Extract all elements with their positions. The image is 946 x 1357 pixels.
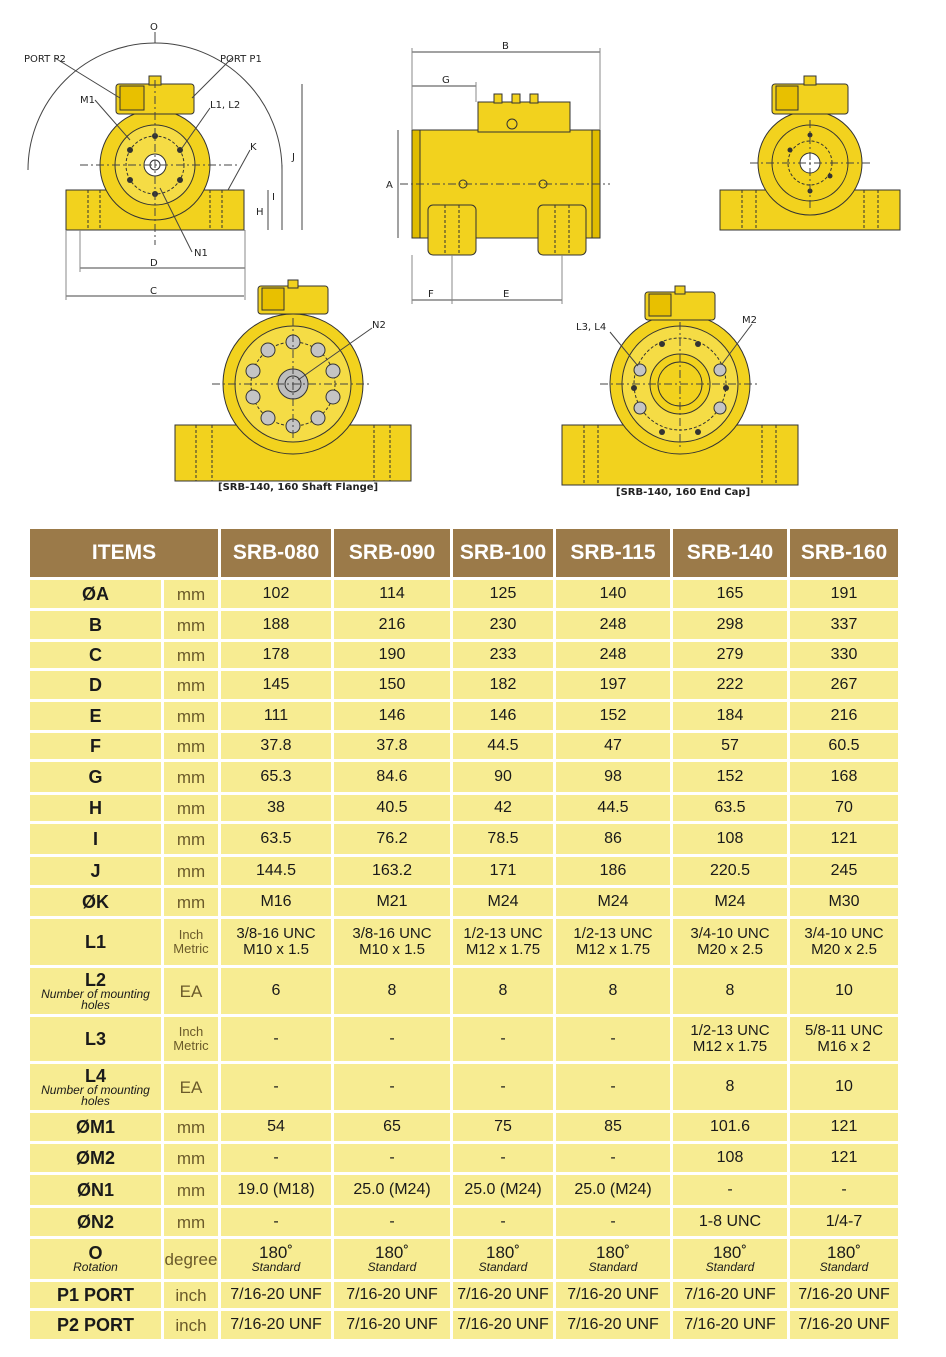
value-cell [453,1239,553,1279]
value-cell: 63.5 [673,795,787,821]
value-cell: 184 [673,702,787,730]
value-cell: 171 [453,857,553,885]
unit-cell: mm [164,733,218,759]
value-cell: 98 [556,762,670,792]
unit-cell: mm [164,824,218,854]
table-row [30,888,898,916]
item-label: ØN2 [76,1212,114,1232]
table-row [30,611,898,639]
value-cell: 245 [790,857,898,885]
value-cell: - [453,1064,553,1110]
value-cell [334,1239,450,1279]
value-line: Standard [819,1259,869,1274]
value-cell: 267 [790,671,898,699]
value-line: 180˚ [374,1242,410,1262]
value-cell [790,1239,898,1279]
value-line: 180˚ [485,1242,521,1262]
value-cell: 101.6 [673,1113,787,1141]
value-line: 1/2-13 UNC [690,1022,770,1040]
value-line: 180˚ [258,1242,294,1262]
front-view-dimensioned [24,22,302,300]
value-cell [221,1239,331,1279]
value-line: 3/4-10 UNC [804,925,884,943]
value-cell [790,1017,898,1061]
value-cell [556,919,670,965]
table-row [30,1144,898,1172]
value-cell: 7/16-20 UNF [453,1282,553,1308]
value-cell: 65.3 [221,762,331,792]
value-cell: 8 [673,968,787,1014]
table-row [30,733,898,759]
value-cell: 102 [221,580,331,608]
item-cell [30,824,161,854]
item-cell [30,1144,161,1172]
shaft-flange-view [175,280,411,481]
value-cell [334,919,450,965]
value-line: 1/2-13 UNC [463,925,543,943]
value-line: M12 x 1.75 [692,1038,768,1055]
value-line: 3/4-10 UNC [690,925,770,943]
model-header: SRB-100 [453,529,553,577]
item-cell [30,795,161,821]
value-cell: 37.8 [221,733,331,759]
item-cell [30,762,161,792]
table-row [30,702,898,730]
value-cell: 78.5 [453,824,553,854]
unit-cell: mm [164,888,218,916]
item-cell [30,1239,161,1279]
table-row [30,642,898,668]
value-cell: 146 [334,702,450,730]
item-label: H [89,798,102,818]
value-cell: - [334,1208,450,1236]
value-cell: 19.0 (M18) [221,1175,331,1205]
table-row [30,1311,898,1339]
item-cell [30,919,161,965]
value-cell: - [334,1017,450,1061]
value-cell: 298 [673,611,787,639]
value-cell: 108 [673,1144,787,1172]
table-row [30,580,898,608]
value-cell: 60.5 [790,733,898,759]
item-cell [30,702,161,730]
value-cell: 86 [556,824,670,854]
label-o: O [150,22,158,33]
value-cell: 7/16-20 UNF [334,1311,450,1339]
table-body [30,580,898,1339]
item-cell [30,611,161,639]
value-cell: 182 [453,671,553,699]
item-cell [30,1113,161,1141]
value-cell: 7/16-20 UNF [556,1282,670,1308]
label-l1-l2: L1, L2 [210,100,241,111]
items-header: ITEMS [30,529,218,577]
item-cell [30,888,161,916]
value-cell: M16 [221,888,331,916]
model-header: SRB-080 [221,529,331,577]
label-g: G [442,75,450,86]
unit-cell: mm [164,1175,218,1205]
value-cell: 1/4-7 [790,1208,898,1236]
item-label: ØM2 [75,1148,115,1168]
item-cell [30,642,161,668]
table-row [30,1282,898,1308]
label-m1: M1 [80,95,95,106]
value-line: 3/8-16 UNC [236,925,316,943]
item-cell [30,1017,161,1061]
value-cell: 191 [790,580,898,608]
caption-end-cap: [SRB-140, 160 End Cap] [616,487,751,498]
value-cell: 330 [790,642,898,668]
value-cell: 178 [221,642,331,668]
value-line: Standard [705,1259,755,1274]
unit-cell: mm [164,1113,218,1141]
value-line: 180˚ [712,1242,748,1262]
model-header: SRB-115 [556,529,670,577]
value-cell: 37.8 [334,733,450,759]
item-label: O [88,1243,103,1264]
item-cell [30,1282,161,1308]
label-k: K [250,142,257,153]
value-cell: 44.5 [453,733,553,759]
value-cell: 57 [673,733,787,759]
value-line: M12 x 1.75 [465,941,541,958]
item-label: C [89,645,102,665]
unit-label: Metric [173,941,209,956]
value-cell: M24 [453,888,553,916]
value-line: M12 x 1.75 [575,941,651,958]
item-label: L3 [84,1029,106,1049]
unit-cell: inch [164,1282,218,1308]
value-cell: 8 [673,1064,787,1110]
value-line: 1/2-13 UNC [573,925,653,943]
model-header: SRB-140 [673,529,787,577]
value-cell: 144.5 [221,857,331,885]
value-cell: 6 [221,968,331,1014]
value-cell [673,1239,787,1279]
table-header-row [30,529,898,577]
value-line: Standard [478,1259,528,1274]
value-cell: 145 [221,671,331,699]
rear-view [720,76,900,230]
unit-label: Inch [178,926,204,942]
value-cell: 108 [673,824,787,854]
item-sublabel: Rotation [73,1260,118,1275]
value-cell: 146 [453,702,553,730]
value-line: Standard [367,1259,417,1274]
item-label: P2 PORT [56,1315,135,1335]
value-cell: M30 [790,888,898,916]
value-line: 3/8-16 UNC [352,925,432,943]
value-cell: 150 [334,671,450,699]
label-b: B [502,41,509,52]
value-cell: 152 [556,702,670,730]
item-label: ØM1 [75,1117,115,1137]
value-cell: 337 [790,611,898,639]
value-cell: - [334,1144,450,1172]
value-cell: - [453,1017,553,1061]
value-cell: 114 [334,580,450,608]
value-cell: - [556,1208,670,1236]
value-cell: 1-8 UNC [673,1208,787,1236]
value-cell: - [334,1064,450,1110]
label-l3-l4: L3, L4 [576,322,607,333]
item-cell [30,1175,161,1205]
table-row [30,1208,898,1236]
value-cell: 188 [221,611,331,639]
item-label: ØK [82,892,109,912]
value-cell [673,1017,787,1061]
label-a: A [386,180,393,191]
value-cell: - [673,1175,787,1205]
table-row [30,795,898,821]
unit-cell: degree [164,1239,218,1279]
label-n1: N1 [194,248,208,259]
specification-table [27,526,901,1342]
table-row [30,671,898,699]
value-cell [790,919,898,965]
item-label: E [89,706,102,726]
value-cell: 42 [453,795,553,821]
value-cell: - [453,1208,553,1236]
value-cell [673,919,787,965]
item-label: L2 [84,969,106,990]
unit-cell: EA [164,968,218,1014]
unit-cell: mm [164,642,218,668]
value-cell: 44.5 [556,795,670,821]
item-cell [30,1064,161,1110]
value-cell [221,919,331,965]
value-cell: 125 [453,580,553,608]
value-cell: M24 [673,888,787,916]
value-cell: 84.6 [334,762,450,792]
value-line: Standard [251,1259,301,1274]
value-cell: 111 [221,702,331,730]
value-cell: 7/16-20 UNF [556,1311,670,1339]
item-label: D [89,675,102,695]
end-cap-view [562,286,798,485]
label-j: J [292,152,295,163]
label-m2: M2 [742,315,757,326]
item-cell [30,857,161,885]
unit-label: Inch [178,1023,204,1039]
unit-cell: mm [164,580,218,608]
item-label: ØA [82,584,109,604]
value-cell: 54 [221,1113,331,1141]
value-cell: 230 [453,611,553,639]
drawing-canvas [0,0,946,510]
value-line: M20 x 2.5 [697,941,763,958]
item-cell [30,733,161,759]
table-row [30,857,898,885]
value-cell: 190 [334,642,450,668]
value-cell: - [221,1208,331,1236]
value-cell: 25.0 (M24) [556,1175,670,1205]
value-cell: M24 [556,888,670,916]
value-cell: 70 [790,795,898,821]
value-cell: 7/16-20 UNF [221,1282,331,1308]
value-cell: 7/16-20 UNF [790,1311,898,1339]
value-cell: 186 [556,857,670,885]
value-cell: - [453,1144,553,1172]
unit-cell: EA [164,1064,218,1110]
item-sublabel: Number of mounting holes [41,986,150,1012]
model-header: SRB-090 [334,529,450,577]
value-cell: 90 [453,762,553,792]
item-cell [30,671,161,699]
value-cell: 220.5 [673,857,787,885]
unit-cell: mm [164,857,218,885]
value-cell: 47 [556,733,670,759]
value-cell: 121 [790,1144,898,1172]
value-cell: 152 [673,762,787,792]
value-cell: 8 [334,968,450,1014]
table-row [30,1239,898,1279]
value-cell: 25.0 (M24) [453,1175,553,1205]
value-cell: 248 [556,642,670,668]
value-cell: 216 [334,611,450,639]
item-cell [30,968,161,1014]
value-cell: 121 [790,1113,898,1141]
unit-label: Metric [173,1038,209,1053]
value-cell: 168 [790,762,898,792]
item-label: J [90,861,101,881]
value-cell: - [556,1017,670,1061]
value-line: M10 x 1.5 [243,941,309,958]
value-cell: 279 [673,642,787,668]
unit-cell [164,1017,218,1061]
value-cell: M21 [334,888,450,916]
unit-cell: mm [164,702,218,730]
table-row [30,1175,898,1205]
table-row [30,1064,898,1110]
value-cell: - [790,1175,898,1205]
value-cell: - [221,1064,331,1110]
unit-cell [164,919,218,965]
side-view-dimensioned [386,41,610,304]
label-port-p1: PORT P1 [220,54,262,65]
value-cell: 25.0 (M24) [334,1175,450,1205]
value-cell: 10 [790,1064,898,1110]
unit-cell: mm [164,795,218,821]
item-label: G [88,767,103,787]
value-cell: 10 [790,968,898,1014]
value-cell: 197 [556,671,670,699]
label-port-p2: PORT P2 [24,54,66,65]
item-label: L4 [84,1065,106,1086]
value-cell: 63.5 [221,824,331,854]
value-cell: 165 [673,580,787,608]
value-cell: 7/16-20 UNF [673,1311,787,1339]
table-row [30,919,898,965]
value-cell: - [556,1144,670,1172]
value-line: M16 x 2 [817,1038,871,1055]
value-cell: 121 [790,824,898,854]
unit-cell: mm [164,1208,218,1236]
value-cell: 8 [556,968,670,1014]
value-cell: 7/16-20 UNF [790,1282,898,1308]
unit-cell: mm [164,1144,218,1172]
technical-drawings [0,0,946,510]
value-cell: 40.5 [334,795,450,821]
item-cell [30,1311,161,1339]
value-cell: 85 [556,1113,670,1141]
unit-cell: mm [164,762,218,792]
value-cell: 7/16-20 UNF [334,1282,450,1308]
value-cell: 140 [556,580,670,608]
table-row [30,1017,898,1061]
value-line: 180˚ [826,1242,862,1262]
item-label: L1 [84,932,106,952]
value-line: M20 x 2.5 [811,941,877,958]
unit-cell: inch [164,1311,218,1339]
value-cell: 222 [673,671,787,699]
value-cell: 163.2 [334,857,450,885]
model-header: SRB-160 [790,529,898,577]
table-row [30,762,898,792]
caption-shaft-flange: [SRB-140, 160 Shaft Flange] [218,482,379,493]
item-label: ØN1 [76,1180,114,1200]
value-cell: 248 [556,611,670,639]
label-d: D [150,258,158,269]
table-row [30,968,898,1014]
value-cell: 7/16-20 UNF [221,1311,331,1339]
value-line: 5/8-11 UNC [804,1022,884,1040]
value-cell [453,919,553,965]
item-cell [30,580,161,608]
value-cell: 216 [790,702,898,730]
value-cell: - [221,1017,331,1061]
value-line: M10 x 1.5 [359,941,425,958]
unit-cell: mm [164,671,218,699]
item-label: F [90,736,101,756]
value-cell: 233 [453,642,553,668]
table-row [30,1113,898,1141]
value-cell: 76.2 [334,824,450,854]
value-cell: 8 [453,968,553,1014]
unit-cell: mm [164,611,218,639]
value-cell: 65 [334,1113,450,1141]
label-e: E [503,289,510,300]
value-cell: 75 [453,1113,553,1141]
label-f: F [428,289,434,300]
value-cell: - [556,1064,670,1110]
item-label: B [89,615,102,635]
value-cell [556,1239,670,1279]
value-cell: - [221,1144,331,1172]
table-row [30,824,898,854]
label-n2: N2 [372,320,386,331]
item-label: P1 PORT [56,1285,135,1305]
label-h: H [256,207,264,218]
value-line: Standard [588,1259,638,1274]
value-cell: 7/16-20 UNF [453,1311,553,1339]
item-label: I [92,829,98,849]
item-cell [30,1208,161,1236]
label-i: I [272,192,275,203]
item-sublabel: Number of mounting holes [41,1082,150,1108]
value-cell: 38 [221,795,331,821]
value-cell: 7/16-20 UNF [673,1282,787,1308]
label-c: C [150,286,157,297]
value-line: 180˚ [595,1242,631,1262]
